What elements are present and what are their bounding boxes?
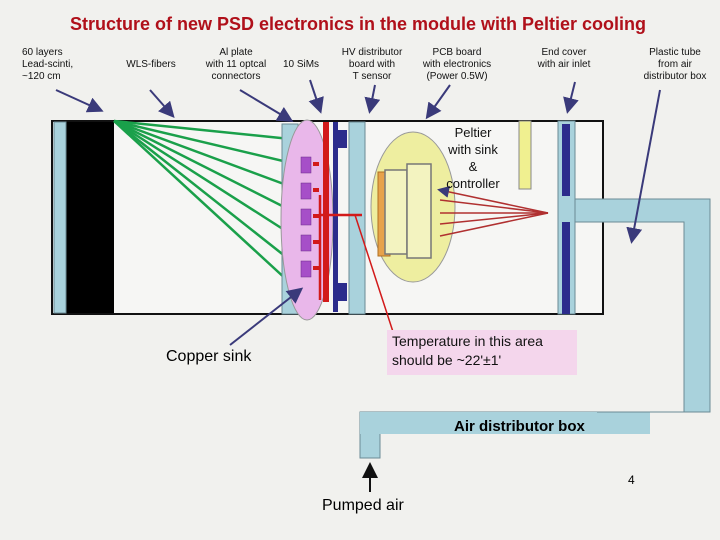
hv-board-slot [337, 283, 347, 301]
slide-title: Structure of new PSD electronics in the module with Peltier cooling [69, 14, 647, 34]
label-al-plate: Al plate with 11 optcal connectors [205, 47, 267, 82]
pcb-board-2 [407, 164, 431, 258]
copper-sink-label: Copper sink [166, 348, 252, 365]
page-number: 4 [628, 473, 635, 487]
peltier-element [519, 121, 531, 189]
front-plate [54, 122, 66, 313]
hv-board-slot [337, 130, 347, 148]
pcb-board-1 [385, 170, 407, 254]
label-layers: 60 layers Lead-scinti, ~120 cm [22, 47, 74, 82]
scintillator-stack [66, 122, 114, 313]
peltier-label: Peltier with sink & controller [446, 125, 500, 191]
end-cover-inner [562, 124, 570, 196]
label-wls-fibers: WLS-fibers [126, 59, 176, 70]
label-sipm: 10 SiMs [282, 59, 320, 70]
air-distributor-label: Air distributor box [454, 418, 585, 435]
label-plastic-tube: Plastic tube from air distributor box [643, 47, 707, 82]
copper-sink [323, 122, 329, 302]
label-end-cover: End cover with air inlet [537, 47, 591, 70]
temperature-note: Temperature in this area should be ~22'±1' [387, 330, 577, 375]
pumped-air-label: Pumped air [322, 497, 404, 514]
label-hv-distributor: HV distributor board with T sensor [341, 47, 403, 82]
hv-distributor-board [349, 122, 365, 314]
label-pcb-board: PCB board with electronics (Power 0.5W) [422, 47, 492, 82]
end-cover-inner [562, 222, 570, 314]
